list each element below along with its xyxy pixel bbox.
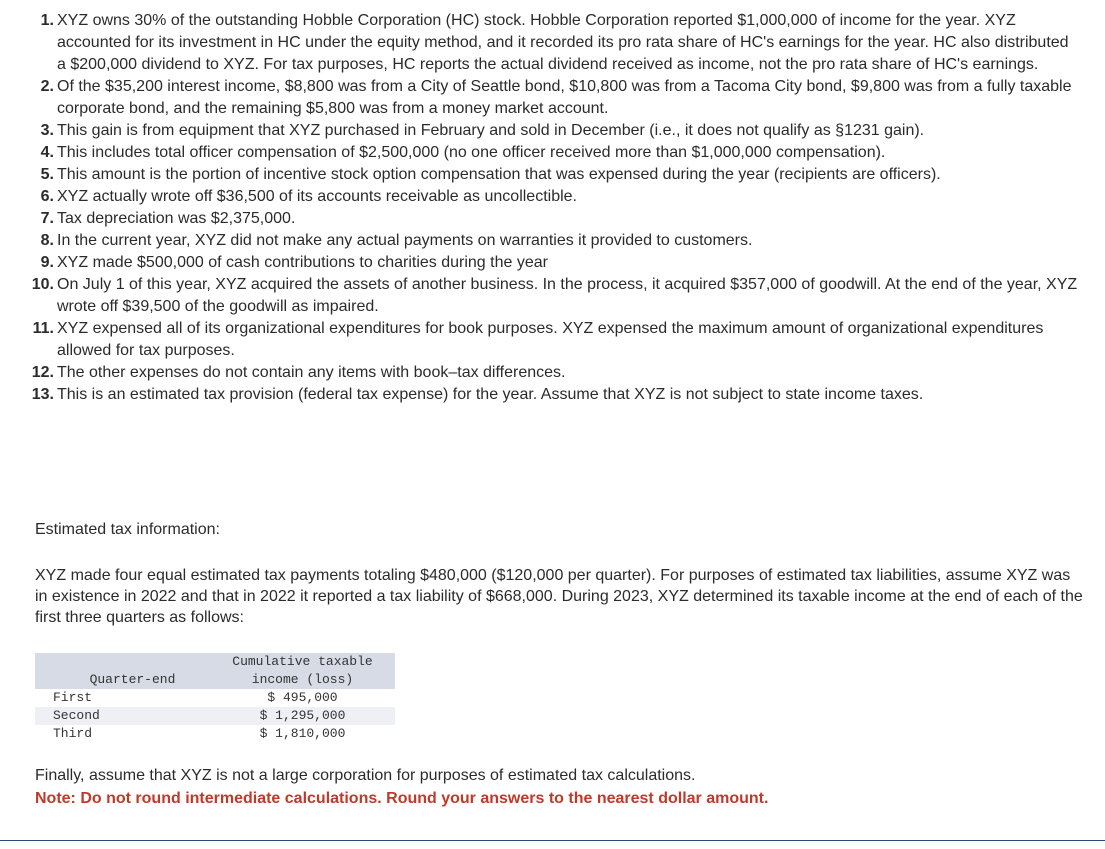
header-cumulative-line1: Cumulative taxable [232, 654, 373, 669]
note-item [0, 76, 1080, 120]
row-quarter: Third [53, 726, 93, 741]
row-value: $ 1,295,000 [210, 707, 395, 725]
note-text: XYZ expensed all of its organizational expenditures for book purposes. XYZ expensed the maximum amount of organizational expenditures allowed for tax purposes. [57, 320, 1044, 359]
row-quarter: Second [35, 707, 210, 725]
note-text: The other expenses do not contain any items with book–tax differences. [57, 364, 566, 381]
row-quarter: First [53, 690, 93, 705]
note-number: 11. [32, 320, 54, 337]
note-number: 12. [31, 364, 54, 381]
note-item [0, 142, 1080, 164]
row-value: $ 1,810,000 [259, 726, 346, 741]
note-number: 2. [40, 78, 54, 95]
estimated-tax-body: XYZ made four equal estimated tax payments totaling $480,000 ($120,000 per quarter). For purposes of estimated tax liabilities, assume XYZ was in existence in 2022 and that in 2022 it reported a tax liability of $668,000. During 2023, XYZ determined its taxable income at the end of each of the first three quarters as follows: [35, 567, 1083, 626]
note-text: On July 1 of this year, XYZ acquired the assets of another business. In the process, it acquired $357,000 of goodwill. At the end of the year, XYZ wrote off $39,500 of the goodwill as impaired. [57, 276, 1078, 315]
table-row [35, 707, 395, 725]
note-item [0, 186, 1080, 208]
table-row [35, 725, 395, 743]
header-quarter-end: Quarter-end [35, 653, 210, 689]
note-number: 9. [40, 254, 54, 271]
header-cumulative-income [210, 653, 395, 689]
note-item [0, 318, 1080, 362]
estimated-tax-heading: Estimated tax information: [35, 521, 220, 538]
note-text: In the current year, XYZ did not make any actual payments on warranties it provided to customers. [57, 232, 753, 249]
note-text: XYZ made $500,000 of cash contributions to charities during the year [57, 254, 548, 271]
table-row [35, 689, 395, 707]
note-item [0, 274, 1080, 318]
note-text: This gain is from equipment that XYZ purchased in February and sold in December (i.e., it does not qualify as §1231 gain). [57, 122, 925, 139]
row-value: $ 495,000 [267, 690, 338, 705]
table-header-row [35, 653, 395, 689]
note-item [0, 230, 1080, 252]
note-item [0, 164, 1080, 186]
note-number: 13. [31, 386, 54, 403]
bottom-divider [0, 840, 1105, 841]
note-text: This includes total officer compensation of $2,500,000 (no one officer received more than $1,000,000 compensation). [57, 144, 886, 161]
note-item [0, 208, 1080, 230]
note-text: XYZ actually wrote off $36,500 of its accounts receivable as uncollectible. [57, 188, 577, 205]
note-number: 6. [40, 188, 54, 205]
note-number: 5. [40, 166, 54, 183]
note-number: 3. [40, 122, 54, 139]
header-cumulative-line2: income (loss) [251, 672, 354, 687]
note-item [0, 252, 1080, 274]
note-number: 8. [40, 232, 54, 249]
note-text: XYZ owns 30% of the outstanding Hobble Corporation (HC) stock. Hobble Corporation reported $1,000,000 of income for the year. XYZ accounted for its investment in HC under the equity method, and it recorded its pro rata share of HC's earnings for the year. HC also distributed a $200,000 dividend to XYZ. For tax purposes, HC reports the actual dividend received as income, not the pro rata share of HC's earnings. [57, 12, 1069, 73]
note-number: 10. [31, 276, 54, 293]
closing-assumption: Finally, assume that XYZ is not a large corporation for purposes of estimated tax calculations. [35, 767, 696, 784]
note-number: 4. [40, 144, 54, 161]
note-number: 1. [40, 12, 54, 29]
note-text: This is an estimated tax provision (federal tax expense) for the year. Assume that XYZ is not subject to state income taxes. [57, 386, 924, 403]
taxable-income-table [35, 653, 395, 743]
notes-list [0, 10, 1080, 406]
note-number: 7. [40, 210, 54, 227]
note-item [0, 362, 1080, 384]
note-text: Tax depreciation was $2,375,000. [57, 210, 296, 227]
note-item [0, 120, 1080, 142]
note-text: This amount is the portion of incentive stock option compensation that was expensed during the year (recipients are officers). [57, 166, 941, 183]
note-text: Of the $35,200 interest income, $8,800 was from a City of Seattle bond, $10,800 was from a Tacoma City bond, $9,800 was from a fully taxable corporate bond, and the remaining $5,800 was from a money market account. [57, 78, 1072, 117]
rounding-note: Note: Do not round intermediate calculations. Round your answers to the nearest dollar amount. [35, 790, 769, 807]
note-item [0, 10, 1080, 76]
note-item [0, 384, 1080, 406]
